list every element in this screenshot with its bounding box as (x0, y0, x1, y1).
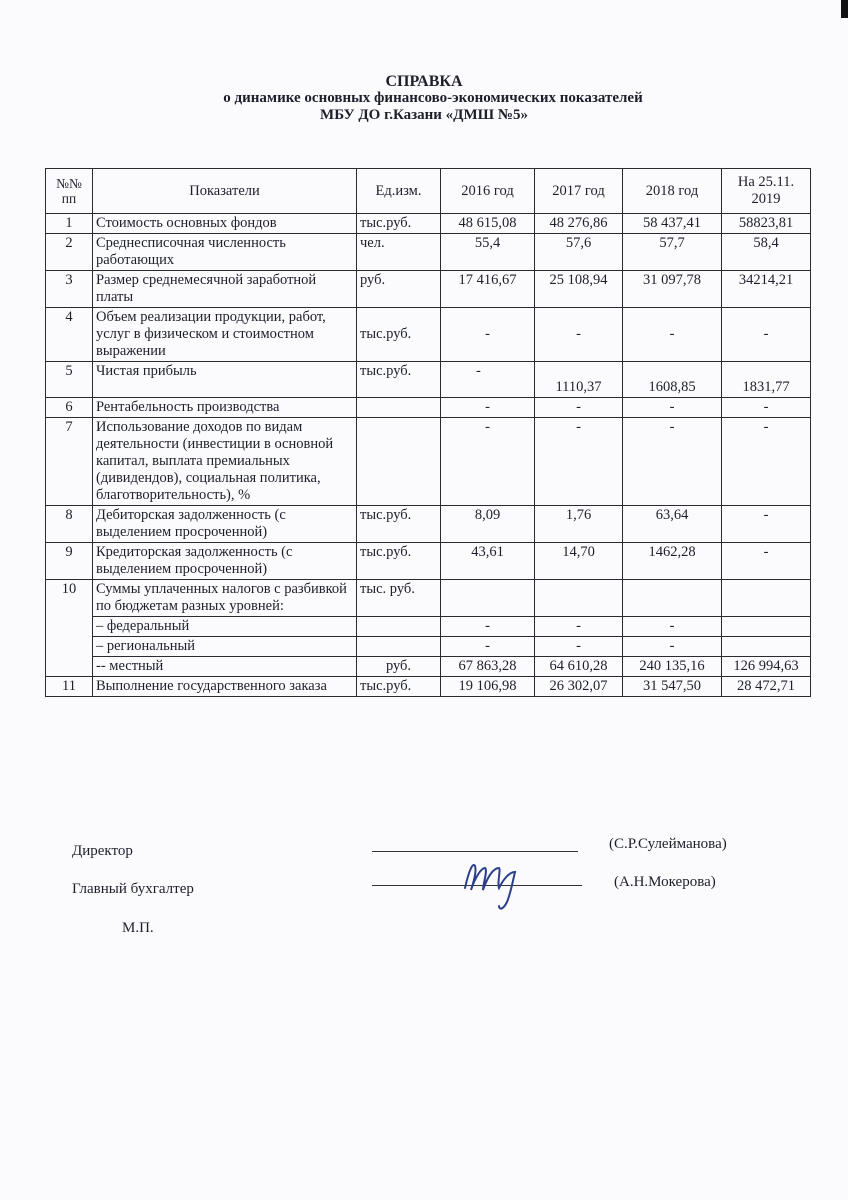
row-num: 2 (46, 234, 93, 271)
value-2016: 19 106,98 (441, 677, 535, 697)
value-2017: - (535, 398, 623, 418)
subrow-indicator: – региональный (93, 637, 357, 657)
value-2016: - (441, 308, 535, 362)
value-2017-empty (535, 580, 623, 617)
value-2018: 31 547,50 (623, 677, 722, 697)
row-num: 6 (46, 398, 93, 418)
value-2019: 126 994,63 (722, 657, 811, 677)
value-2018-empty (623, 580, 722, 617)
value-2016: - (441, 617, 535, 637)
row-unit: тыс.руб. (357, 506, 441, 543)
document-header (0, 73, 848, 124)
row-num: 11 (46, 677, 93, 697)
subrow-unit (357, 637, 441, 657)
row-indicator: Использование доходов по видам деятельности (инвестиции в основной капитал, выплата премиальных (дивидендов), социальная политика, благотворительность), % (93, 418, 357, 506)
row-unit: тыс.руб. (357, 543, 441, 580)
table-row (46, 234, 811, 271)
value-2017: 64 610,28 (535, 657, 623, 677)
value-2016: 8,09 (441, 506, 535, 543)
value-2019: 1831,77 (722, 362, 811, 398)
col-header-2016: 2016 год (441, 169, 535, 214)
table-row (46, 677, 811, 697)
value-2016: 48 615,08 (441, 214, 535, 234)
value-2019: - (722, 418, 811, 506)
value-2018: - (623, 617, 722, 637)
row-unit: руб. (357, 271, 441, 308)
financial-indicators-table (45, 168, 811, 697)
value-2017: 48 276,86 (535, 214, 623, 234)
subrow-indicator: – федеральный (93, 617, 357, 637)
row-num: 10 (46, 580, 93, 677)
value-2017: 14,70 (535, 543, 623, 580)
table-subrow (46, 637, 811, 657)
table-row (46, 362, 811, 398)
subrow-unit (357, 617, 441, 637)
value-2018: 58 437,41 (623, 214, 722, 234)
row-indicator: Выполнение государственного заказа (93, 677, 357, 697)
value-2018: - (623, 418, 722, 506)
table-row (46, 580, 811, 617)
row-num: 3 (46, 271, 93, 308)
row-unit: тыс.руб. (357, 214, 441, 234)
row-num: 8 (46, 506, 93, 543)
value-2019: - (722, 308, 811, 362)
value-2019: - (722, 398, 811, 418)
document-title: СПРАВКА (385, 73, 463, 90)
organization-name: МБУ ДО г.Казани «ДМШ №5» (320, 107, 528, 123)
subrow-indicator: -- местный (93, 657, 357, 677)
row-unit: тыс. руб. (357, 580, 441, 617)
row-indicator: Суммы уплаченных налогов с разбивкой по бюджетам разных уровней: (93, 580, 357, 617)
value-2018: 1462,28 (623, 543, 722, 580)
row-indicator: Размер среднемесячной заработной платы (93, 271, 357, 308)
row-unit (357, 398, 441, 418)
row-indicator: Чистая прибыль (93, 362, 357, 398)
value-2018: 240 135,16 (623, 657, 722, 677)
accountant-name: (А.Н.Мокерова) (614, 874, 716, 890)
row-indicator: Среднесписочная численность работающих (93, 234, 357, 271)
table-row (46, 506, 811, 543)
value-2017: - (535, 637, 623, 657)
value-2019-empty (722, 580, 811, 617)
value-2016: - (441, 362, 535, 398)
col-header-unit: Ед.изм. (357, 169, 441, 214)
value-2017: 57,6 (535, 234, 623, 271)
value-2019: 34214,21 (722, 271, 811, 308)
value-2016: - (441, 418, 535, 506)
value-2016: 43,61 (441, 543, 535, 580)
row-indicator: Стоимость основных фондов (93, 214, 357, 234)
value-2017: - (535, 308, 623, 362)
table-subrow (46, 617, 811, 637)
value-2016: 67 863,28 (441, 657, 535, 677)
value-2016-empty (441, 580, 535, 617)
table-row (46, 543, 811, 580)
table-row (46, 308, 811, 362)
value-2017: - (535, 617, 623, 637)
value-2016: 55,4 (441, 234, 535, 271)
handwritten-signature (455, 850, 535, 915)
value-2019 (722, 637, 811, 657)
row-indicator: Рентабельность производства (93, 398, 357, 418)
director-name: (С.Р.Сулейманова) (609, 836, 727, 852)
table-row (46, 418, 811, 506)
value-2017: 25 108,94 (535, 271, 623, 308)
document-subtitle: о динамике основных финансово-экономических показателей (223, 90, 643, 106)
col-header-2018: 2018 год (623, 169, 722, 214)
value-2018: - (623, 637, 722, 657)
col-header-2017: 2017 год (535, 169, 623, 214)
row-unit: тыс.руб. (357, 308, 441, 362)
value-2019: - (722, 543, 811, 580)
row-indicator: Объем реализации продукции, работ, услуг в физическом и стоимостном выражении (93, 308, 357, 362)
value-2018: 31 097,78 (623, 271, 722, 308)
value-2019: 58,4 (722, 234, 811, 271)
row-unit (357, 418, 441, 506)
table-row (46, 214, 811, 234)
row-num: 1 (46, 214, 93, 234)
value-2016: 17 416,67 (441, 271, 535, 308)
value-2017: 1110,37 (535, 362, 623, 398)
col-header-num: №№ пп (46, 169, 93, 214)
row-indicator: Кредиторская задолженность (с выделением просроченной) (93, 543, 357, 580)
row-unit: чел. (357, 234, 441, 271)
value-2018: - (623, 308, 722, 362)
value-2019: - (722, 506, 811, 543)
row-num: 5 (46, 362, 93, 398)
scan-corner-mark (841, 0, 848, 18)
value-2019: 58823,81 (722, 214, 811, 234)
table-header-row (46, 169, 811, 214)
table-subrow (46, 657, 811, 677)
row-unit: тыс.руб. (357, 362, 441, 398)
stamp-label: М.П. (122, 920, 154, 936)
row-indicator: Дебиторская задолженность (с выделением просроченной) (93, 506, 357, 543)
row-num: 9 (46, 543, 93, 580)
value-2016: - (441, 637, 535, 657)
value-2018: 1608,85 (623, 362, 722, 398)
value-2019 (722, 617, 811, 637)
value-2017: 1,76 (535, 506, 623, 543)
table-row (46, 398, 811, 418)
value-2016: - (441, 398, 535, 418)
director-label: Директор (72, 843, 133, 859)
accountant-label: Главный бухгалтер (72, 881, 194, 897)
row-unit: тыс.руб. (357, 677, 441, 697)
value-2018: - (623, 398, 722, 418)
table-row (46, 271, 811, 308)
col-header-indicator: Показатели (93, 169, 357, 214)
value-2017: 26 302,07 (535, 677, 623, 697)
row-num: 4 (46, 308, 93, 362)
subrow-unit: руб. (357, 657, 441, 677)
row-num: 7 (46, 418, 93, 506)
value-2019: 28 472,71 (722, 677, 811, 697)
value-2018: 57,7 (623, 234, 722, 271)
col-header-2019: На 25.11. 2019 (722, 169, 811, 214)
value-2018: 63,64 (623, 506, 722, 543)
value-2017: - (535, 418, 623, 506)
